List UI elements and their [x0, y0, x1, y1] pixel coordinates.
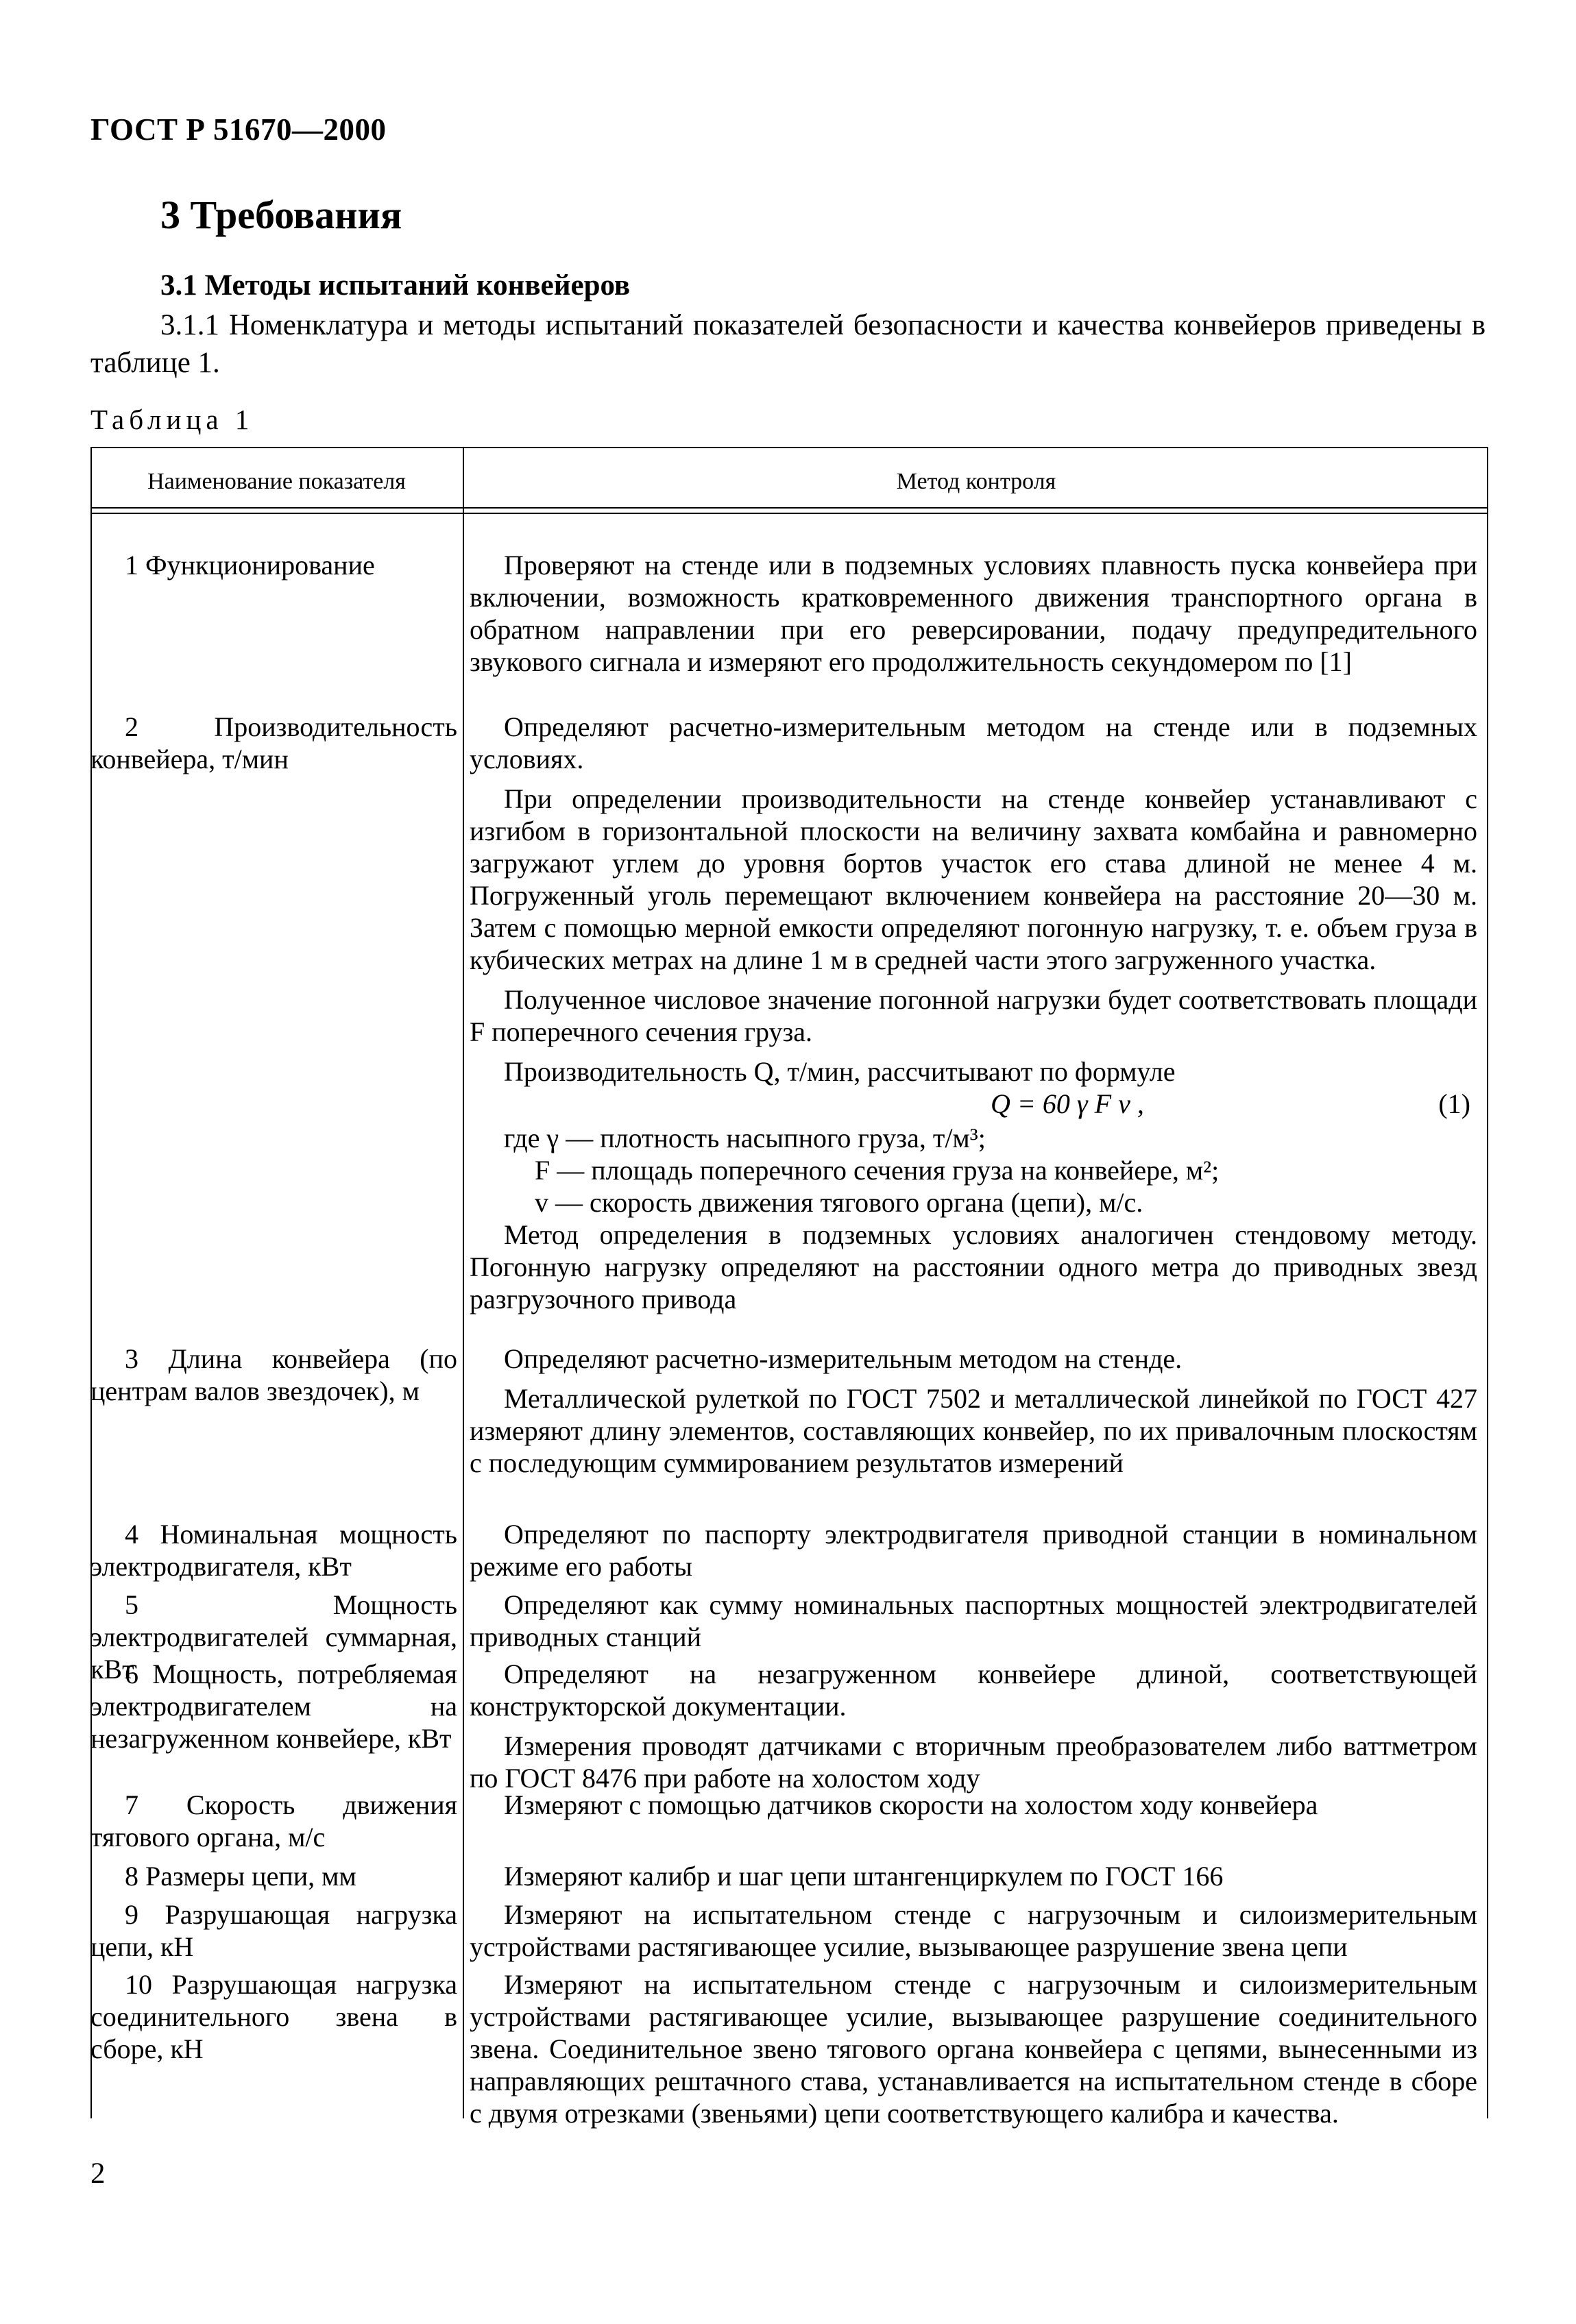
table-row-indicator: 9 Разрушающая нагрузка цепи, кН: [90, 1899, 457, 1962]
table-row-method: Определяют на незагруженном конвейере длиной, соответствующей конструкторской документации. Измерения проводят датчиками с вторичным преобразователем либо ваттметром по ГОСТ 8476 при работе на холостом ходу: [470, 1659, 1477, 1794]
intro-paragraph: 3.1.1 Номенклатура и методы испытаний показателей безопасности и качества конвейеров приведены в таблице 1.: [90, 309, 1486, 379]
formula: Q = 60 γ F v , (1): [991, 1088, 1470, 1119]
table-row-method: Измеряют с помощью датчиков скорости на холостом ходу конвейера: [504, 1789, 1318, 1820]
table-row-indicator: 2 Производительность конвейера, т/мин: [90, 711, 457, 774]
table-row-method: Определяют расчетно-измерительным методом на стенде. Металлической рулеткой по ГОСТ 7502 и металлической линейкой по ГОСТ 427 измеряют длину элементов, составляющих конвейер, по их привалочным плоскостям с последующим суммированием результатов измерений: [470, 1343, 1477, 1478]
table-row-indicator: 8 Размеры цепи, мм: [125, 1861, 356, 1892]
table-row-indicator: 3 Длина конвейера (по центрам валов звездочек), м: [90, 1343, 457, 1406]
page-number: 2: [90, 2157, 106, 2190]
formula-number: (1): [1438, 1088, 1470, 1119]
table-row-method: Измеряют калибр и шаг цепи штангенциркулем по ГОСТ 166: [504, 1861, 1224, 1892]
header-divider-bottom: [90, 513, 1488, 514]
table-row-indicator: 4 Номинальная мощность электродвигателя, кВт: [90, 1519, 457, 1582]
header-method: Метод контроля: [896, 469, 1056, 494]
table-row-method: Определяют по паспорту электродвигателя приводной станции в номинальном режиме его работы: [470, 1519, 1477, 1582]
table-row-indicator: 7 Скорость движения тягового органа, м/с: [90, 1789, 457, 1852]
table-row-method: Проверяют на стенде или в подземных условиях плавность пуска конвейера при включении, возможность кратковременного движения транспортного органа в обратном направлении при его реверсировании, подачу предупредительного звукового сигнала и измеряют его продолжительность секундомером по [1]: [470, 550, 1477, 677]
column-divider: [463, 447, 464, 2118]
header-divider-top: [90, 507, 1488, 509]
header-indicator: Наименование показателя: [147, 469, 406, 494]
table-row-method: Определяют как сумму номинальных паспортных мощностей электродвигателей приводных станций: [470, 1589, 1477, 1652]
subsection-title: 3.1 Методы испытаний конвейеров: [160, 269, 631, 302]
document-id: ГОСТ Р 51670—2000: [90, 112, 387, 147]
table-row-method: Измеряют на испытательном стенде с нагрузочным и силоизмерительным устройствами растягивающее усилие, вызывающее разрушение звена цепи: [470, 1899, 1477, 1962]
section-title: 3 Требования: [160, 193, 402, 237]
table-row-method: Измеряют на испытательном стенде с нагрузочным и силоизмерительным устройствами растягивающее усилие, вызывающее разрушение соединительного звена. Соединительное звено тягового органа конвейера с цепями, вынесенными из направляющих рештачного става, устанавливается на испытательном стенде в сборе с двумя отрезками (звеньями) цепи соответствующего калибра и качества.: [470, 1969, 1477, 2129]
requirements-table: [90, 447, 1488, 2129]
table-row-indicator: 5 Мощность электродвигателей суммарная, кВт: [90, 1589, 457, 1685]
table-row-method: Определяют расчетно-измерительным методом на стенде или в подземных условиях. При определении производительности на стенде конвейер устанавливают с изгибом в горизонтальной плоскости на величину захвата комбайна и равномерно загружают углем до уровня бортов участок его става длиной не менее 4 м. Погруженный уголь перемещают включением конвейера на расстояние 20—30 м. Затем с помощью мерной емкости определяют погонную нагрузку, т. е. объем груза в кубических метрах на длине 1 м в средней части этого загруженного участка. Полученное числовое значение погонной нагрузки будет соответствовать площади F поперечного сечения груза. Производительность Q, т/мин, рассчитывают по формуле Q = 60 γ F v , (1) где γ — плотность насыпного груза, т/м³; F — площадь поперечного сечения груза на конвейере, м²; v — скорость движения тягового органа (цепи), м/с. Метод определения в подземных условиях аналогичен стендовому методу. Погонную нагрузку определяют на расстоянии одного метра до приводных звезд разгрузочного привода: [470, 711, 1477, 1314]
table-row-indicator: 1 Функционирование: [125, 550, 375, 580]
table-caption: Таблица 1: [90, 404, 254, 435]
table-row-indicator: 6 Мощность, потребляемая электродвигателем на незагруженном конвейере, кВт: [90, 1659, 457, 1754]
table-row-indicator: 10 Разрушающая нагрузка соединительного звена в сборе, кН: [90, 1969, 457, 2064]
